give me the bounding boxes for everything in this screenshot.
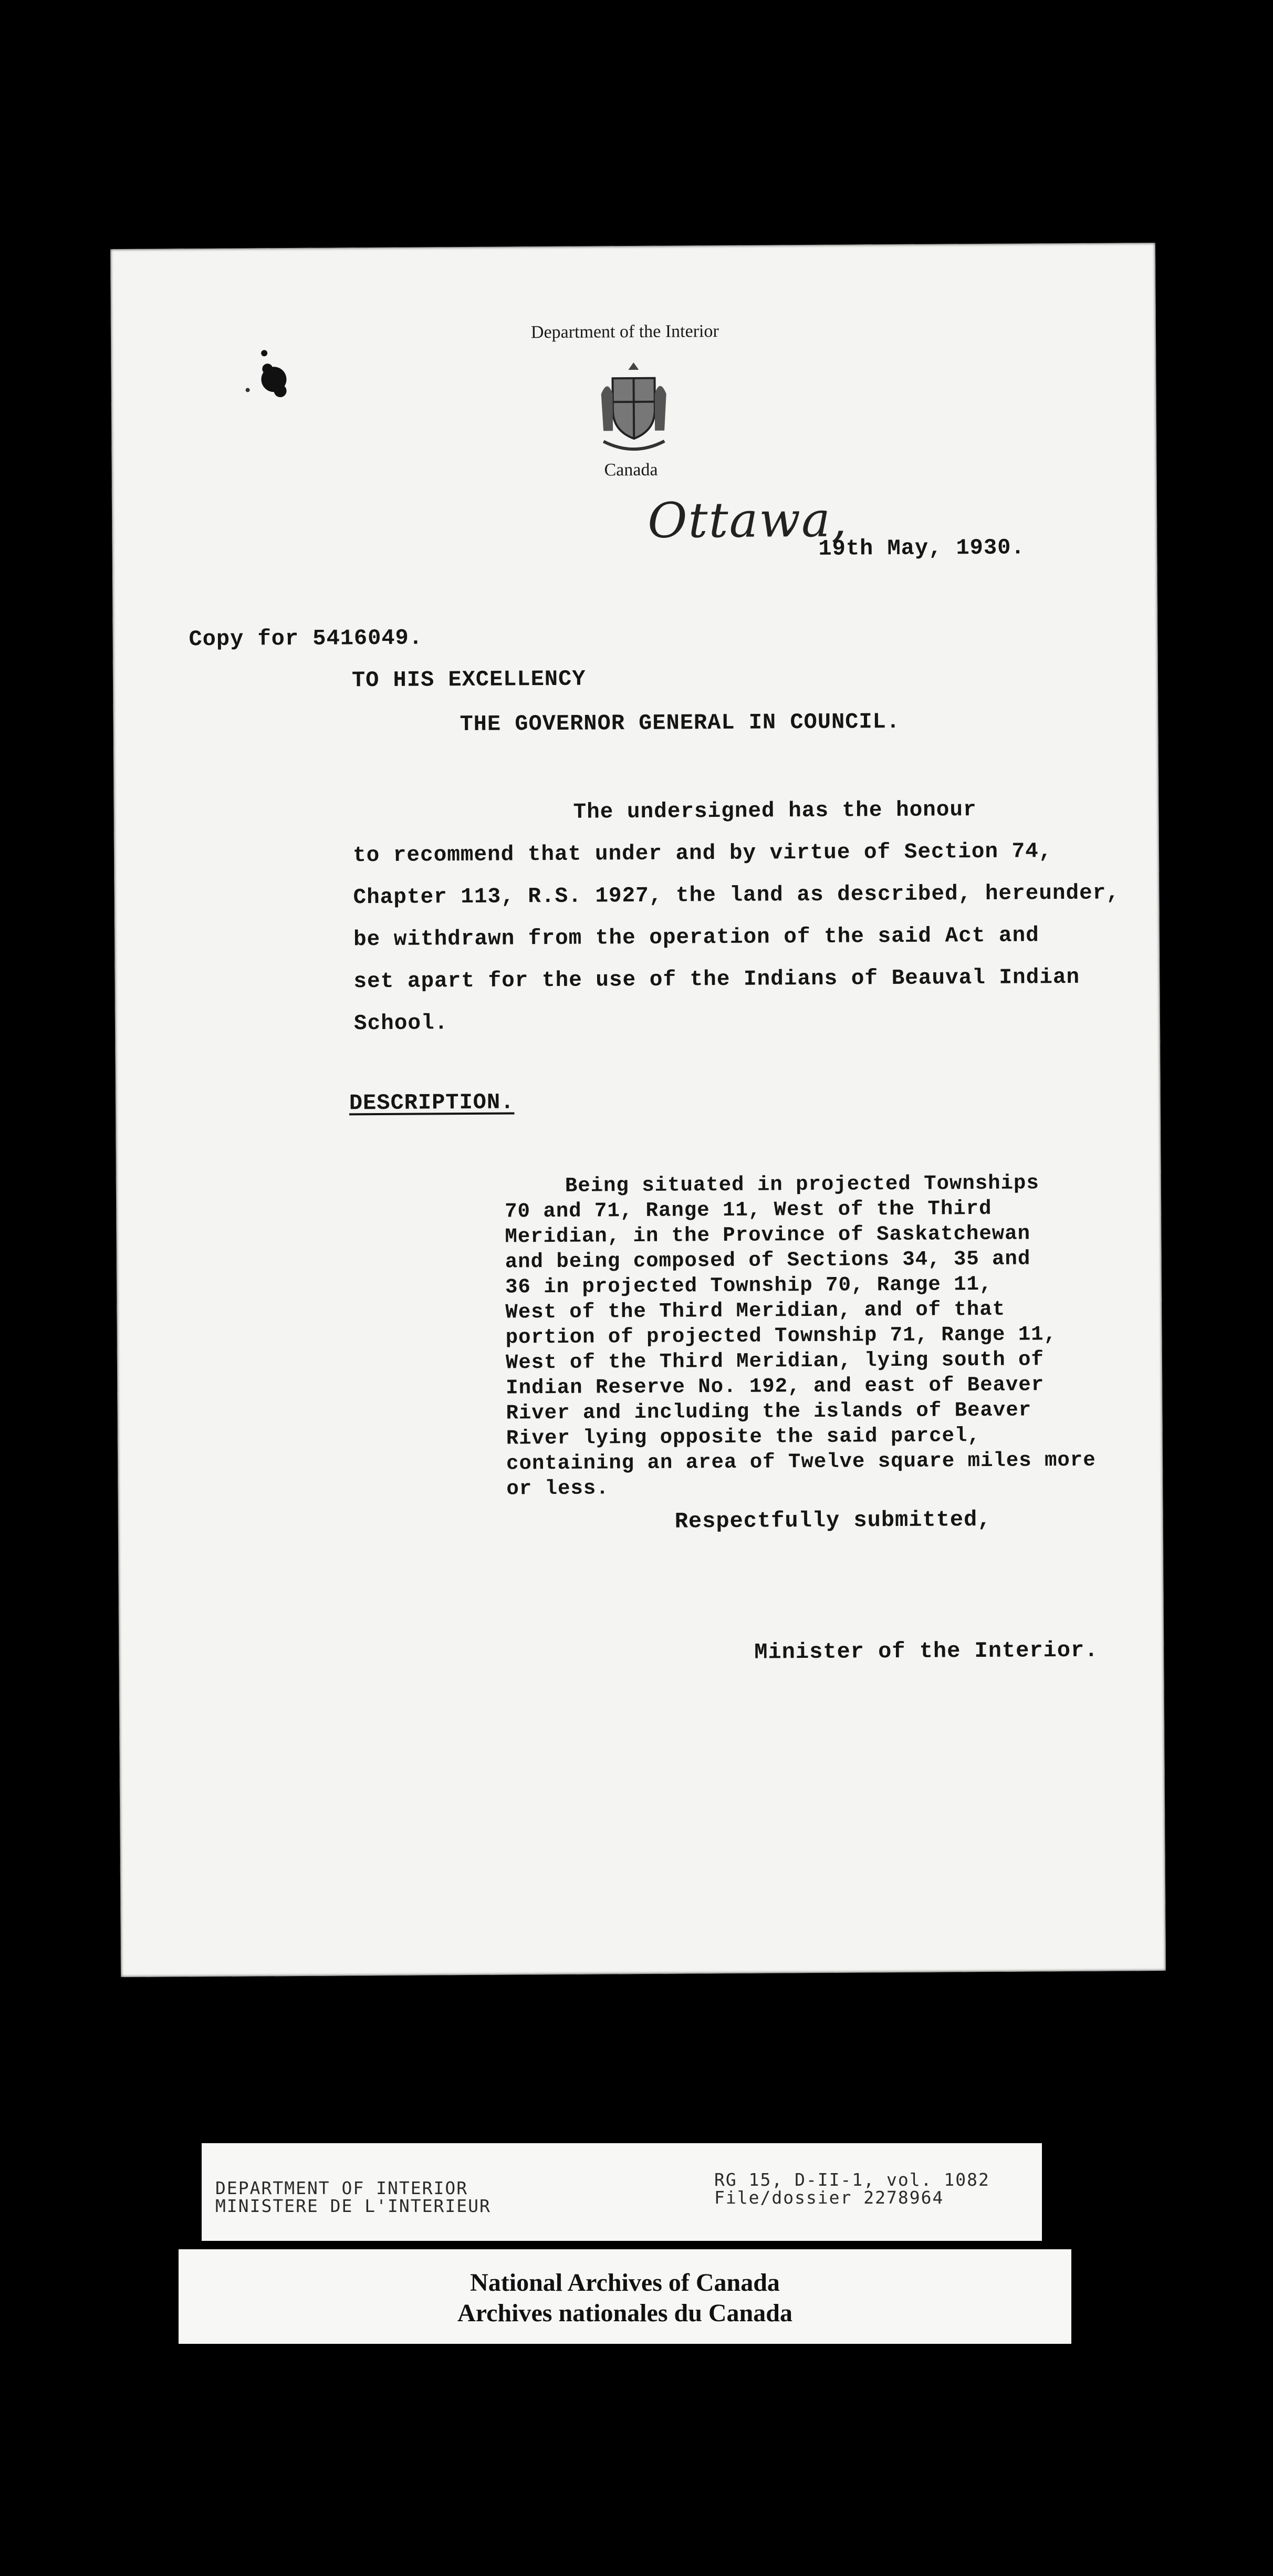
addressee-line-1: TO HIS EXCELLENCY bbox=[351, 666, 586, 693]
description-block bbox=[505, 1170, 1096, 1502]
description-line: and being composed of Sections 34, 35 and bbox=[505, 1247, 1031, 1274]
archive-label-right-2: File/dossier 2278964 bbox=[714, 2187, 944, 2208]
description-line: containing an area of Twelve square miles more bbox=[506, 1448, 1096, 1476]
dateline-date: 19th May, 1930. bbox=[818, 535, 1025, 562]
description-line: or less. bbox=[506, 1477, 609, 1501]
description-line: River lying opposite the said parcel, bbox=[506, 1424, 980, 1450]
coat-of-arms-icon bbox=[597, 357, 671, 452]
country-caption: Canada bbox=[604, 460, 658, 480]
description-heading: DESCRIPTION. bbox=[349, 1089, 515, 1116]
description-line: Being situated in projected Townships bbox=[565, 1171, 1039, 1198]
document-page bbox=[110, 243, 1166, 1977]
description-line: 36 in projected Township 70, Range 11, bbox=[505, 1272, 993, 1299]
description-line: Meridian, in the Province of Saskatchewan bbox=[505, 1222, 1031, 1249]
archive-label-left-1: DEPARTMENT OF INTERIOR bbox=[215, 2178, 468, 2198]
dateline-place: Ottawa, bbox=[647, 491, 848, 549]
archive-label-right-1: RG 15, D-II-1, vol. 1082 bbox=[714, 2169, 990, 2190]
signature-title: Minister of the Interior. bbox=[754, 1637, 1099, 1665]
addressee-line-2: THE GOVERNOR GENERAL IN COUNCIL. bbox=[460, 709, 901, 738]
description-line: River and including the islands of Beaver bbox=[506, 1398, 1032, 1425]
body-line-4: be withdrawn from the operation of the said Act and bbox=[353, 923, 1039, 952]
archive-banner-line-1: National Archives of Canada bbox=[470, 2269, 780, 2297]
body-line-1: The undersigned has the honour bbox=[573, 798, 977, 825]
body-line-5: set apart for the use of the Indians of Beauval Indian bbox=[353, 965, 1080, 994]
archive-banner bbox=[179, 2249, 1071, 2344]
description-line: portion of projected Township 71, Range 11, bbox=[505, 1323, 1057, 1349]
closing-text: Respectfully submitted, bbox=[674, 1507, 992, 1534]
body-line-2: to recommend that under and by virtue of Section 74, bbox=[352, 839, 1052, 868]
ink-blot bbox=[242, 342, 306, 417]
archive-banner-line-2: Archives nationales du Canada bbox=[457, 2299, 792, 2327]
description-line: West of the Third Meridian, lying south of bbox=[505, 1348, 1045, 1375]
copy-reference: Copy for 5416049. bbox=[189, 625, 423, 652]
description-line: Indian Reserve No. 192, and east of Beaver bbox=[506, 1373, 1045, 1400]
body-line-6: School. bbox=[353, 1011, 448, 1036]
archive-label-left-2: MINISTERE DE L'INTERIEUR bbox=[215, 2196, 491, 2216]
body-line-3: Chapter 113, R.S. 1927, the land as described, hereunder, bbox=[353, 881, 1120, 910]
archive-reference-label bbox=[202, 2143, 1042, 2241]
description-line: 70 and 71, Range 11, West of the Third bbox=[505, 1197, 992, 1223]
department-heading: Department of the Interior bbox=[530, 321, 719, 342]
description-line: West of the Third Meridian, and of that bbox=[505, 1297, 1006, 1324]
